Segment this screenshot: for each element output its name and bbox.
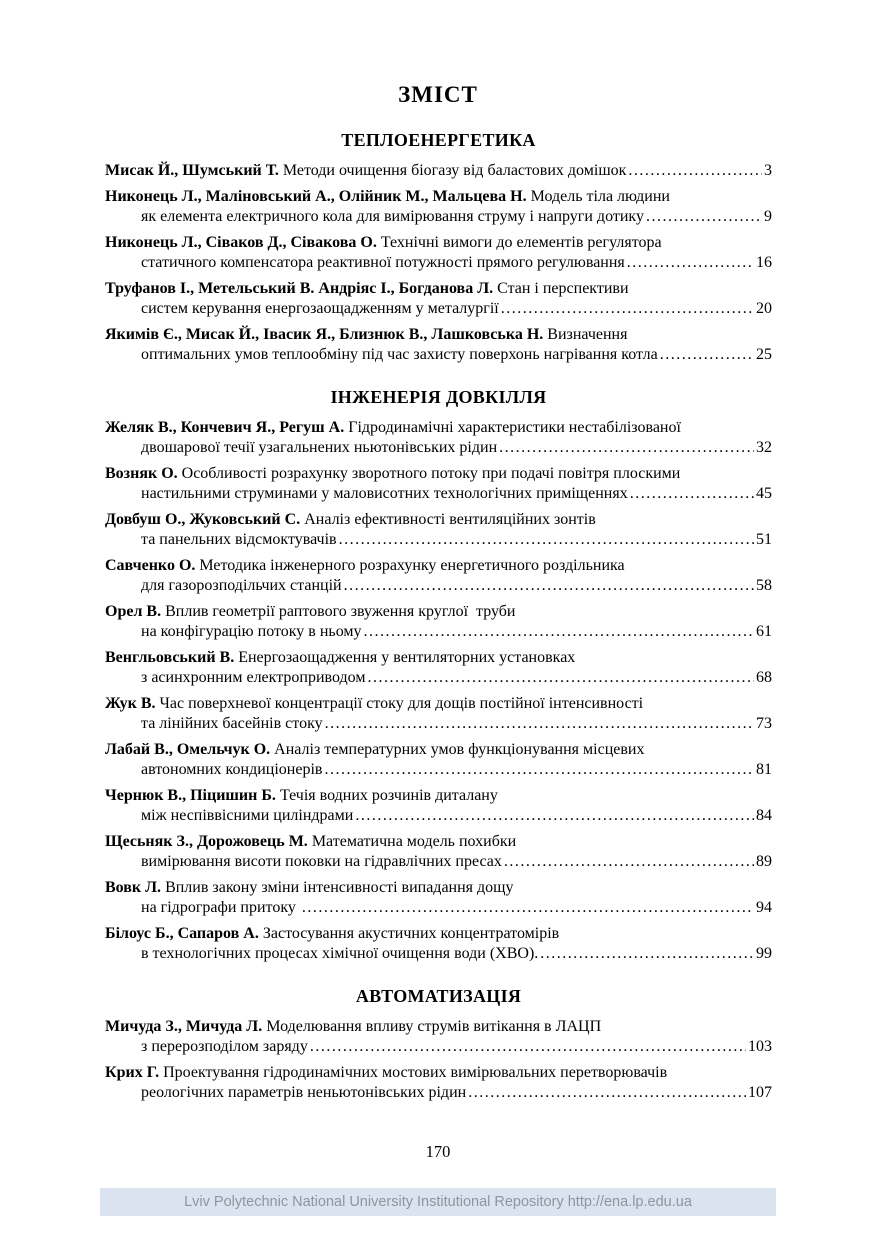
- toc-entry-line: [105, 530, 772, 550]
- dot-leader: [628, 161, 762, 181]
- repository-footer-bar: [100, 1188, 776, 1216]
- toc-entry-line: [105, 345, 772, 365]
- toc-entry-title: Технічні вимоги до елементів регулятора: [380, 234, 662, 251]
- toc-entry-title: Течія водних розчинів диталану: [279, 787, 498, 804]
- toc-entry-authors: Никонець Л., Маліновський А., Олійник М., Мальцева Н.: [105, 188, 527, 205]
- repository-footer-text: Lviv Polytechnic National University Institutional Repository http://ena.lp.edu.ua: [184, 1194, 692, 1210]
- toc-entry-title-cont: та панельних відсмоктувачів: [141, 531, 337, 548]
- toc-entry-line: [105, 325, 772, 345]
- toc-entry-line: [105, 852, 772, 872]
- toc-entry-page: 73: [756, 715, 772, 732]
- toc-entry: [105, 1063, 772, 1103]
- toc-entry-line: [105, 898, 772, 918]
- toc-entry: [105, 832, 772, 872]
- toc-entry-line: [105, 1083, 772, 1103]
- toc-entry-title-cont: статичного компенсатора реактивної потужності прямого регулювання: [141, 254, 625, 271]
- toc-entry-line: [105, 832, 772, 852]
- toc-entry-title-cont: реологічних параметрів неньютонівських рідин: [141, 1084, 467, 1101]
- toc-entry-authors: Лабай В., Омельчук О.: [105, 741, 271, 758]
- toc-entry-page: 107: [748, 1084, 772, 1101]
- toc-entry-line: [105, 714, 772, 734]
- toc-entry-authors: Чернюк В., Піцишин Б.: [105, 787, 276, 804]
- toc-entry-title: Вплив геометрії раптового звуження круглої труби: [165, 603, 516, 620]
- toc-entry-line: [105, 760, 772, 780]
- toc-entry-authors: Венгльовський В.: [105, 649, 235, 666]
- toc-entry: [105, 1017, 772, 1057]
- toc-sections: [105, 130, 772, 1103]
- toc-entry-authors: Желяк В., Кончевич Я., Регуш А.: [105, 419, 345, 436]
- toc-entry-line: [105, 233, 772, 253]
- toc-entry: [105, 556, 772, 596]
- toc-entry-page: 89: [756, 853, 772, 870]
- toc-entry: [105, 878, 772, 918]
- toc-entry: [105, 187, 772, 227]
- toc-entry-line: [105, 944, 772, 964]
- dot-leader: [501, 299, 754, 319]
- page-number: 170: [425, 1142, 451, 1161]
- toc-entry-page: 25: [756, 346, 772, 363]
- dot-leader: [468, 1083, 746, 1103]
- toc-entry-authors: Возняк О.: [105, 465, 178, 482]
- toc-entry-title-cont: систем керування енергозаощадженням у металургії: [141, 300, 499, 317]
- toc-entry-title: Енергозаощадження у вентиляторних установках: [238, 649, 576, 666]
- toc-entry-title-cont: для газорозподільчих станцій: [141, 577, 342, 594]
- toc-entry: [105, 602, 772, 642]
- toc-entry-line: [105, 161, 772, 181]
- section-heading: ІНЖЕНЕРІЯ ДОВКІЛЛЯ: [330, 387, 547, 407]
- toc-entry-line: [105, 510, 772, 530]
- dot-leader: [367, 668, 754, 688]
- toc-entry-line: [105, 694, 772, 714]
- toc-entry-page: 103: [748, 1038, 772, 1055]
- toc-entry: [105, 325, 772, 365]
- toc-entry-line: [105, 187, 772, 207]
- toc-entry: [105, 924, 772, 964]
- toc-entry-line: [105, 786, 772, 806]
- toc-entry-page: 51: [756, 531, 772, 548]
- toc-entry-title: Визначення: [547, 326, 628, 343]
- toc-entry-title-cont: на конфігурацію потоку в ньому: [141, 623, 362, 640]
- toc-entry-title-cont: вимірювання висоти поковки на гідравлічних пресах: [141, 853, 502, 870]
- toc-entry-page: 32: [756, 439, 772, 456]
- toc-entry: [105, 740, 772, 780]
- toc-entry-authors: Орел В.: [105, 603, 162, 620]
- toc-entry-title-cont: з асинхронним електроприводом: [141, 669, 366, 686]
- dot-leader: [627, 253, 754, 273]
- toc-entry-title: Модель тіла людини: [530, 188, 670, 205]
- toc-entry-title-cont: двошарової течії узагальнених ньютонівських рідин: [141, 439, 498, 456]
- toc-entry-page: 45: [756, 485, 772, 502]
- toc-entry-title: Методи очищення біогазу від баластових домішок: [282, 162, 627, 179]
- dot-leader: [310, 1037, 746, 1057]
- toc-entry-authors: Якимів Є., Мисак Й., Івасик Я., Близнюк В., Лашковська Н.: [105, 326, 544, 343]
- toc-entry-line: [105, 556, 772, 576]
- dot-leader: [540, 944, 754, 964]
- toc-entry-line: [105, 602, 772, 622]
- toc-entry-page: 94: [756, 899, 772, 916]
- toc-entry-authors: Жук В.: [105, 695, 156, 712]
- toc-entry-line: [105, 484, 772, 504]
- dot-leader: [355, 806, 754, 826]
- toc-entry-title: Математична модель похибки: [311, 833, 517, 850]
- toc-entry-line: [105, 299, 772, 319]
- toc-entry-line: [105, 878, 772, 898]
- toc-entry-authors: Мичуда З., Мичуда Л.: [105, 1018, 263, 1035]
- toc-entry-title: Час поверхневої концентрації стоку для дощів постійної інтенсивності: [159, 695, 644, 712]
- toc-entry-title: Методика інженерного розрахунку енергетичного роздільника: [199, 557, 625, 574]
- toc-entry-title-cont: з перерозподілом заряду: [141, 1038, 308, 1055]
- toc-entry-line: [105, 924, 772, 944]
- toc-entry-authors: Савченко О.: [105, 557, 196, 574]
- toc-entry: [105, 786, 772, 826]
- page-title: ЗМІСТ: [398, 82, 478, 107]
- toc-entry-title-cont: оптимальних умов теплообміну під час захисту поверхонь нагрівання котла: [141, 346, 658, 363]
- toc-entry-authors: Щесьняк З., Дорожовець М.: [105, 833, 308, 850]
- toc-entry-authors: Мисак Й., Шумський Т.: [105, 162, 279, 179]
- toc-entry-title: Гідродинамічні характеристики нестабілізованої: [348, 419, 681, 436]
- toc-entry-page: 20: [756, 300, 772, 317]
- toc-entry-line: [105, 253, 772, 273]
- toc-entry: [105, 510, 772, 550]
- toc-entry-line: [105, 668, 772, 688]
- toc-entry: [105, 418, 772, 458]
- toc-entry-page: 68: [756, 669, 772, 686]
- toc-entry-authors: Никонець Л., Сіваков Д., Сівакова О.: [105, 234, 377, 251]
- toc-entry-authors: Вовк Л.: [105, 879, 162, 896]
- dot-leader: [646, 207, 762, 227]
- toc-entry-line: [105, 279, 772, 299]
- toc-entry-authors: Білоус Б., Сапаров А.: [105, 925, 259, 942]
- dot-leader: [339, 530, 754, 550]
- dot-leader: [344, 576, 754, 596]
- dot-leader: [630, 484, 754, 504]
- toc-entry-authors: Довбуш О., Жуковський С.: [105, 511, 301, 528]
- toc-entry-line: [105, 207, 772, 227]
- toc-entry-page: 99: [756, 945, 772, 962]
- toc-entry-title-cont: в технологічних процесах хімічної очищення води (ХВО).: [141, 945, 539, 962]
- dot-leader: [364, 622, 754, 642]
- toc-entry-page: 84: [756, 807, 772, 824]
- toc-entry-line: [105, 740, 772, 760]
- toc-entry: [105, 233, 772, 273]
- toc-entry-line: [105, 1017, 772, 1037]
- toc-entry-title: Особливості розрахунку зворотного потоку при подачі повітря плоскими: [181, 465, 681, 482]
- toc-entry: [105, 694, 772, 734]
- toc-entry-title-cont: автономних кондиціонерів: [141, 761, 323, 778]
- toc-entry-authors: Крих Г.: [105, 1064, 160, 1081]
- section-heading: АВТОМАТИЗАЦІЯ: [355, 986, 522, 1006]
- toc-entry-title-cont: на гідрографи притоку: [141, 899, 300, 916]
- toc-entry: [105, 648, 772, 688]
- toc-entry-authors: Труфанов І., Метельський В. Андріяс І., Богданова Л.: [105, 280, 494, 297]
- dot-leader: [499, 438, 754, 458]
- toc-entry-title-cont: настильними струминами у маловисотних технологічних приміщеннях: [141, 485, 628, 502]
- toc-entry-title-cont: між неспіввісними циліндрами: [141, 807, 354, 824]
- toc-entry-line: [105, 418, 772, 438]
- toc-entry-line: [105, 464, 772, 484]
- toc-entry-page: 58: [756, 577, 772, 594]
- toc-entry-title: Проектування гідродинамічних мостових вимірювальних перетворювачів: [163, 1064, 668, 1081]
- toc-entry-line: [105, 1037, 772, 1057]
- toc-entry-line: [105, 438, 772, 458]
- toc-entry: [105, 161, 772, 181]
- toc-entry-line: [105, 806, 772, 826]
- toc-entry-page: 61: [756, 623, 772, 640]
- toc-entry-title: Застосування акустичних концентратомірів: [262, 925, 560, 942]
- dot-leader: [325, 714, 754, 734]
- toc-entry-title: Моделювання впливу струмів витікання в ЛАЦП: [266, 1018, 602, 1035]
- toc-entry-page: 16: [756, 254, 772, 271]
- section-heading: ТЕПЛОЕНЕРГЕТИКА: [341, 130, 536, 150]
- toc-entry-line: [105, 576, 772, 596]
- toc-entry-title: Стан і перспективи: [497, 280, 629, 297]
- toc-entry: [105, 279, 772, 319]
- toc-entry-title: Вплив закону зміни інтенсивності випадання дощу: [165, 879, 514, 896]
- dot-leader: [660, 345, 754, 365]
- dot-leader: [324, 760, 754, 780]
- toc-entry-title: Аналіз температурних умов функціонування місцевих: [274, 741, 645, 758]
- toc-entry-page: 9: [764, 208, 772, 225]
- toc-entry-title-cont: як елемента електричного кола для вимірювання струму і напруги дотику: [141, 208, 644, 225]
- toc-entry-title: Аналіз ефективності вентиляційних зонтів: [304, 511, 596, 528]
- dot-leader: [302, 898, 754, 918]
- dot-leader: [504, 852, 754, 872]
- toc-entry-page: 3: [764, 162, 772, 179]
- toc-entry-line: [105, 648, 772, 668]
- toc-entry: [105, 464, 772, 504]
- toc-entry-line: [105, 1063, 772, 1083]
- toc-entry-page: 81: [756, 761, 772, 778]
- toc-entry-title-cont: та лінійних басейнів стоку: [141, 715, 323, 732]
- toc-entry-line: [105, 622, 772, 642]
